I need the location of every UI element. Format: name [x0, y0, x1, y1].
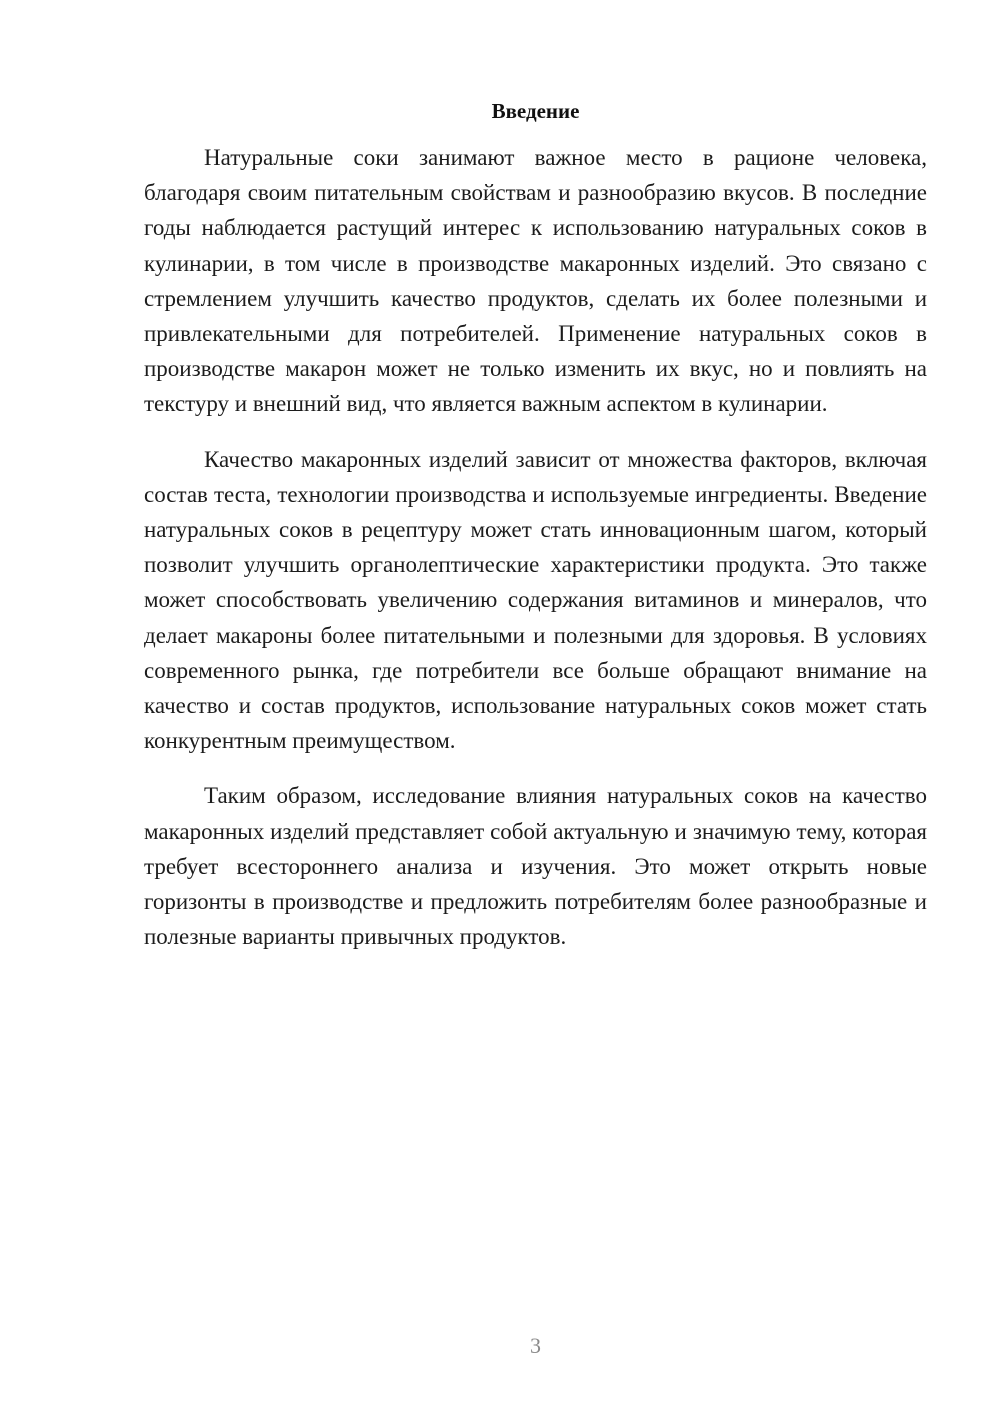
paragraph-3: Таким образом, исследование влияния натуральных соков на качество макаронных изделий представляет собой актуальную и значимую тему, которая требует всестороннего анализа и изучения. Это может открыть новые горизонты в производстве и предложить потребителям более разнообразные и полезные варианты привычных продуктов.: [144, 783, 927, 950]
page-content: [144, 96, 927, 974]
section-title: Введение: [491, 99, 580, 123]
paragraph-2: Качество макаронных изделий зависит от множества факторов, включая состав теста, технологии производства и используемые ингредиенты. Введение натуральных соков в рецептуру может стать инновационным шагом, который позволит улучшить органолептические характеристики продукта. Это также может способствовать увеличению содержания витаминов и минералов, что делает макароны более питательными и полезными для здоровья. В условиях современного рынка, где потребители все больше обращают внимание на качество и состав продуктов, использование натуральных соков может стать конкурентным преимуществом.: [144, 446, 927, 754]
paragraph-1: Натуральные соки занимают важное место в рационе человека, благодаря своим питательным свойствам и разнообразию вкусов. В последние годы наблюдается растущий интерес к использованию натуральных соков в кулинарии, в том числе в производстве макаронных изделий. Это связано с стремлением улучшить качество продуктов, сделать их более полезными и привлекательными для потребителей. Применение натуральных соков в производстве макарон может не только изменить их вкус, но и повлиять на текстуру и внешний вид, что является важным аспектом в кулинарии.: [144, 145, 927, 417]
page-number: 3: [530, 1333, 541, 1358]
